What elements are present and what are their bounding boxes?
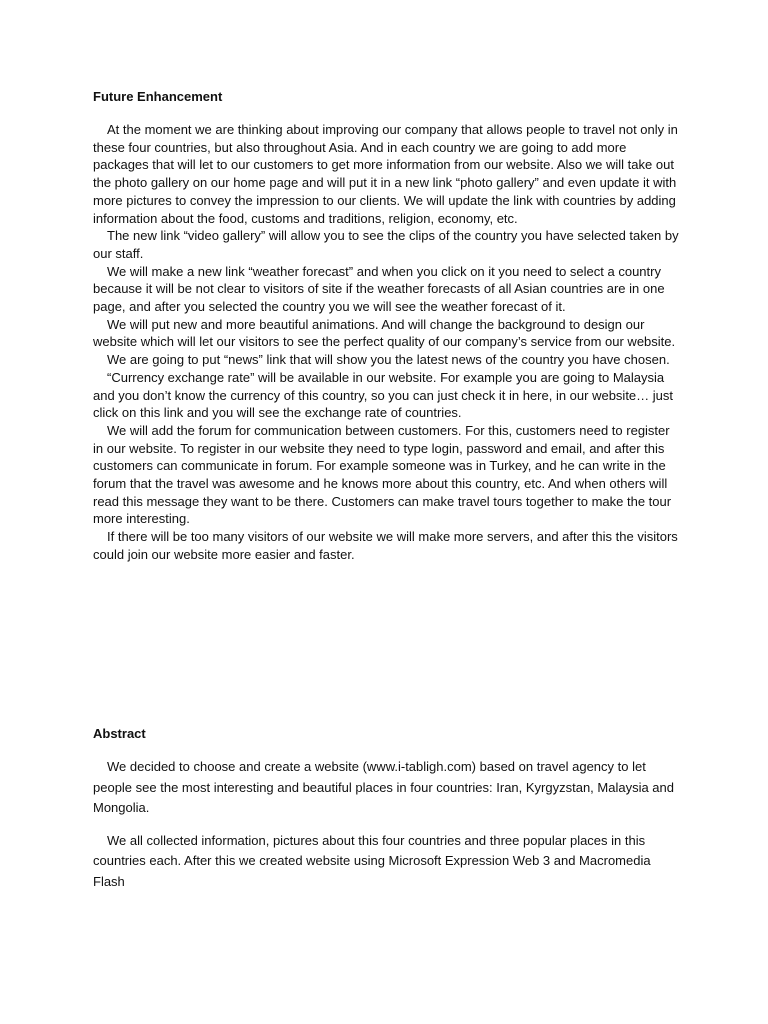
future-paragraph: We will put new and more beautiful animations. And will change the background to design our website which will let our visitors to see the perfect quality of our company’s service from our website. xyxy=(93,316,676,350)
future-paragraph: If there will be too many visitors of our website we will make more servers, and after this the visitors could join our website more easier and faster. xyxy=(93,529,678,562)
future-paragraph: We will add the forum for communication between customers. For this, customers need to register in our website. To register in our website they need to type login, password and email, and after this customers can communicate in forum. For example someone was in Turkey, and he can write in the forum that the travel was awesome and he knows more about this country, etc. And when others will read this message they want to be there. Customers can make travel tours together to make the tour more interesting. xyxy=(93,422,672,527)
abstract-paragraph: We all collected information, pictures about this four countries and three popular places in this countries each. After this we created website using Microsoft Expression Web 3 and Macromedia Flash xyxy=(93,832,651,889)
future-paragraph: At the moment we are thinking about improving our company that allows people to travel not only in these four countries, but also throughout Asia. And in each country we are going to add more packages that will let to our customers to get more information from our website. Also we will take out the photo gallery on our home page and will put it in a new link “photo gallery” and even update it with more pictures to convey the impression to our clients. We will update the link with countries by adding information about the food, customs and traditions, religion, economy, etc. xyxy=(93,122,678,226)
abstract-section xyxy=(93,725,683,904)
future-paragraph: “Currency exchange rate” will be available in our website. For example you are going to Malaysia and you don’t know the currency of this country, so you can just check it in here, in our website… just click on this link and you will see the exchange rate of countries. xyxy=(93,369,673,421)
future-paragraph: We will make a new link “weather forecast” and when you click on it you need to select a country because it will be not clear to visitors of site if the weather forecasts of all Asian countries are in one page, and after you selected the country you we will see the weather forecast of it. xyxy=(93,263,665,315)
future-enhancement-section xyxy=(93,88,683,564)
future-paragraph: The new link “video gallery” will allow you to see the clips of the country you have selected taken by our staff. xyxy=(93,228,679,261)
future-paragraph: We are going to put “news” link that will show you the latest news of the country you have chosen. xyxy=(107,352,670,368)
abstract-paragraph: We decided to choose and create a website (www.i-tabligh.com) based on travel agency to let people see the most interesting and beautiful places in four countries: Iran, Kyrgyzstan, Malaysia and Mongolia. xyxy=(93,759,674,815)
abstract-heading: Abstract xyxy=(93,726,146,741)
future-enhancement-heading: Future Enhancement xyxy=(93,89,223,104)
